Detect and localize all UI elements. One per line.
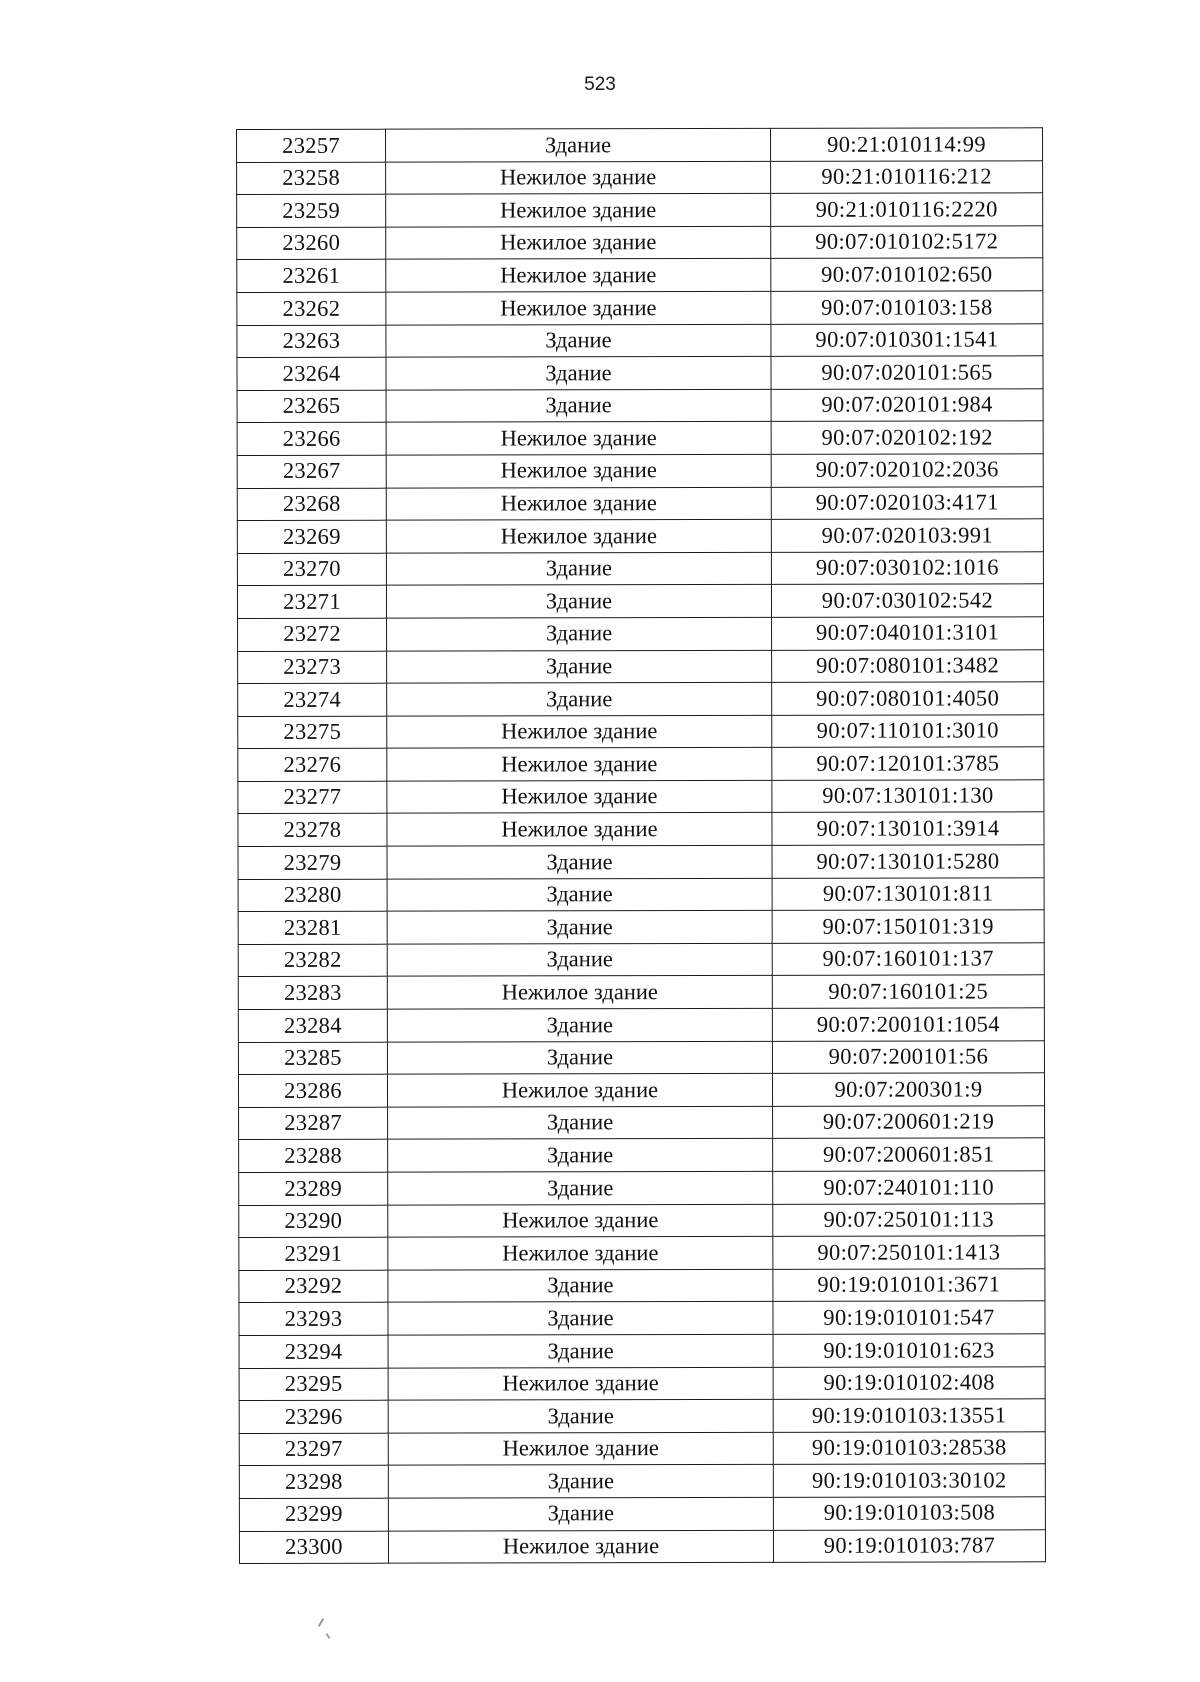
object-type-cell: Здание (387, 943, 772, 976)
object-type-cell: Нежилое здание (386, 259, 771, 292)
row-number-cell: 23291 (239, 1237, 388, 1270)
table-row (237, 486, 1043, 520)
cadastral-number-cell: 90:07:080101:4050 (772, 682, 1044, 715)
cadastral-number-cell: 90:07:200601:851 (773, 1138, 1045, 1171)
table-row (237, 323, 1043, 357)
page-number: 523 (584, 74, 616, 95)
table-row (238, 1008, 1044, 1042)
cadastral-number-cell: 90:19:010103:28538 (773, 1432, 1045, 1465)
row-number-cell: 23269 (237, 520, 386, 553)
row-number-cell: 23296 (239, 1400, 388, 1433)
object-type-cell: Здание (386, 324, 771, 357)
row-number-cell: 23295 (239, 1368, 388, 1401)
row-number-cell: 23277 (238, 781, 387, 814)
object-type-cell: Здание (388, 1269, 773, 1302)
row-number-cell: 23280 (238, 879, 387, 912)
table-row (238, 682, 1044, 716)
object-type-cell: Здание (387, 1008, 772, 1041)
cadastral-number-cell: 90:21:010114:99 (770, 128, 1042, 161)
row-number-cell: 23279 (238, 846, 387, 879)
row-number-cell: 23298 (239, 1466, 388, 1499)
row-number-cell: 23263 (237, 325, 386, 358)
cadastral-number-cell: 90:19:010102:408 (773, 1366, 1045, 1399)
table-row (238, 1073, 1044, 1107)
table-row (237, 258, 1043, 292)
cadastral-number-cell: 90:21:010116:212 (771, 160, 1043, 193)
row-number-cell: 23283 (238, 977, 387, 1010)
row-number-cell: 23285 (238, 1042, 387, 1075)
table-row (237, 552, 1043, 586)
cadastral-number-cell: 90:07:130101:5280 (772, 845, 1044, 878)
table-row (237, 454, 1043, 488)
table-row (238, 780, 1044, 814)
cadastral-number-cell: 90:07:160101:137 (772, 943, 1044, 976)
table-row (238, 975, 1044, 1009)
table-row (238, 617, 1044, 651)
row-number-cell: 23272 (238, 618, 387, 651)
cadastral-number-cell: 90:07:160101:25 (772, 975, 1044, 1008)
cadastral-number-cell: 90:07:010301:1541 (771, 323, 1043, 356)
table-row (237, 291, 1043, 325)
cadastral-number-cell: 90:19:010103:787 (773, 1529, 1045, 1562)
object-type-cell: Нежилое здание (386, 454, 771, 487)
table-row (237, 193, 1043, 227)
registry-table (236, 127, 1046, 1564)
cadastral-number-cell: 90:19:010103:13551 (773, 1399, 1045, 1432)
table-row (238, 747, 1044, 781)
row-number-cell: 23297 (239, 1433, 388, 1466)
object-type-cell: Нежилое здание (387, 976, 772, 1009)
row-number-cell: 23289 (239, 1172, 388, 1205)
table-row (239, 1236, 1045, 1270)
object-type-cell: Здание (388, 1497, 773, 1530)
cadastral-number-cell: 90:21:010116:2220 (771, 193, 1043, 226)
row-number-cell: 23278 (238, 814, 387, 847)
object-type-cell: Здание (387, 650, 772, 683)
object-type-cell: Здание (387, 617, 772, 650)
row-number-cell: 23261 (237, 260, 386, 293)
table-row (238, 812, 1044, 846)
table-row (238, 845, 1044, 879)
cadastral-number-cell: 90:07:080101:3482 (772, 649, 1044, 682)
cadastral-number-cell: 90:07:020102:192 (771, 421, 1043, 454)
cadastral-number-cell: 90:07:110101:3010 (772, 714, 1044, 747)
table-row (238, 877, 1044, 911)
table-row (238, 649, 1044, 683)
cadastral-number-cell: 90:07:020101:984 (771, 389, 1043, 422)
row-number-cell: 23270 (237, 553, 386, 586)
object-type-cell: Нежилое здание (387, 1074, 772, 1107)
row-number-cell: 23268 (237, 488, 386, 521)
table-row (237, 389, 1043, 423)
object-type-cell: Нежилое здание (387, 715, 772, 748)
object-type-cell: Нежилое здание (386, 520, 771, 553)
cadastral-number-cell: 90:07:130101:3914 (772, 812, 1044, 845)
table-row (238, 1040, 1044, 1074)
object-type-cell: Здание (387, 911, 772, 944)
table-row (239, 1497, 1045, 1531)
object-type-cell: Здание (388, 1334, 773, 1367)
object-type-cell: Нежилое здание (388, 1204, 773, 1237)
object-type-cell: Нежилое здание (386, 194, 771, 227)
table-row (239, 1529, 1045, 1563)
cadastral-number-cell: 90:07:200301:9 (772, 1073, 1044, 1106)
table-row (238, 714, 1044, 748)
table-row (237, 226, 1043, 260)
object-type-cell: Нежилое здание (386, 422, 771, 455)
object-type-cell: Нежилое здание (388, 1530, 773, 1563)
cadastral-number-cell: 90:07:010102:5172 (771, 226, 1043, 259)
row-number-cell: 23287 (239, 1107, 388, 1140)
row-number-cell: 23258 (237, 162, 386, 195)
scan-speck (325, 1633, 330, 1639)
table-row (238, 910, 1044, 944)
object-type-cell: Здание (387, 845, 772, 878)
object-type-cell: Здание (386, 585, 771, 618)
row-number-cell: 23275 (238, 716, 387, 749)
row-number-cell: 23260 (237, 227, 386, 260)
cadastral-number-cell: 90:19:010103:508 (773, 1497, 1045, 1530)
cadastral-number-cell: 90:07:120101:3785 (772, 747, 1044, 780)
table-row (237, 421, 1043, 455)
cadastral-number-cell: 90:07:010102:650 (771, 258, 1043, 291)
table-row (239, 1334, 1045, 1368)
row-number-cell: 23267 (237, 455, 386, 488)
table-row (239, 1203, 1045, 1237)
cadastral-number-cell: 90:19:010101:623 (773, 1334, 1045, 1367)
row-number-cell: 23292 (239, 1270, 388, 1303)
object-type-cell: Здание (387, 1041, 772, 1074)
object-type-cell: Нежилое здание (387, 780, 772, 813)
cadastral-number-cell: 90:07:020101:565 (771, 356, 1043, 389)
row-number-cell: 23299 (239, 1498, 388, 1531)
row-number-cell: 23290 (239, 1205, 388, 1238)
object-type-cell: Нежилое здание (386, 161, 771, 194)
row-number-cell: 23259 (237, 194, 386, 227)
table-row (237, 584, 1043, 618)
cadastral-number-cell: 90:07:020103:991 (771, 519, 1043, 552)
row-number-cell: 23294 (239, 1335, 388, 1368)
registry-table-body (237, 128, 1046, 1564)
cadastral-number-cell: 90:07:020102:2036 (771, 454, 1043, 487)
object-type-cell: Здание (386, 552, 771, 585)
object-type-cell: Здание (387, 878, 772, 911)
cadastral-number-cell: 90:07:250101:1413 (773, 1236, 1045, 1269)
cadastral-number-cell: 90:07:200101:1054 (772, 1008, 1044, 1041)
object-type-cell: Нежилое здание (388, 1367, 773, 1400)
object-type-cell: Здание (388, 1302, 773, 1335)
row-number-cell: 23266 (237, 423, 386, 456)
table-row (237, 160, 1043, 194)
row-number-cell: 23284 (238, 1009, 387, 1042)
table-row (237, 356, 1043, 390)
row-number-cell: 23288 (239, 1140, 388, 1173)
row-number-cell: 23273 (238, 651, 387, 684)
row-number-cell: 23300 (239, 1531, 388, 1564)
object-type-cell: Здание (388, 1171, 773, 1204)
object-type-cell: Здание (388, 1465, 773, 1498)
table-row (239, 1301, 1045, 1335)
row-number-cell: 23257 (237, 129, 386, 162)
table-row (237, 519, 1043, 553)
row-number-cell: 23276 (238, 748, 387, 781)
table-row (239, 1269, 1045, 1303)
table-row (239, 1399, 1045, 1433)
object-type-cell: Нежилое здание (386, 291, 771, 324)
cadastral-number-cell: 90:07:030102:542 (771, 584, 1043, 617)
table-row (239, 1171, 1045, 1205)
object-type-cell: Здание (387, 682, 772, 715)
cadastral-number-cell: 90:07:040101:3101 (772, 617, 1044, 650)
row-number-cell: 23262 (237, 292, 386, 325)
object-type-cell: Здание (386, 357, 771, 390)
object-type-cell: Здание (388, 1139, 773, 1172)
cadastral-number-cell: 90:07:250101:113 (773, 1203, 1045, 1236)
object-type-cell: Нежилое здание (386, 487, 771, 520)
cadastral-number-cell: 90:07:150101:319 (772, 910, 1044, 943)
object-type-cell: Нежилое здание (387, 748, 772, 781)
cadastral-number-cell: 90:07:020103:4171 (771, 486, 1043, 519)
table-row (239, 1464, 1045, 1498)
object-type-cell: Нежилое здание (386, 226, 771, 259)
cadastral-number-cell: 90:19:010101:3671 (773, 1269, 1045, 1302)
cadastral-number-cell: 90:19:010103:30102 (773, 1464, 1045, 1497)
object-type-cell: Здание (386, 128, 771, 161)
object-type-cell: Нежилое здание (388, 1237, 773, 1270)
scan-speck (318, 1618, 324, 1627)
row-number-cell: 23274 (238, 683, 387, 716)
cadastral-number-cell: 90:07:130101:130 (772, 780, 1044, 813)
object-type-cell: Нежилое здание (388, 1432, 773, 1465)
object-type-cell: Здание (388, 1400, 773, 1433)
table-row (239, 1432, 1045, 1466)
row-number-cell: 23286 (238, 1074, 387, 1107)
object-type-cell: Здание (388, 1106, 773, 1139)
table-row (239, 1106, 1045, 1140)
row-number-cell: 23281 (238, 911, 387, 944)
cadastral-number-cell: 90:19:010101:547 (773, 1301, 1045, 1334)
row-number-cell: 23264 (237, 357, 386, 390)
cadastral-number-cell: 90:07:130101:811 (772, 877, 1044, 910)
row-number-cell: 23265 (237, 390, 386, 423)
row-number-cell: 23282 (238, 944, 387, 977)
row-number-cell: 23271 (237, 585, 386, 618)
table-row (237, 128, 1043, 162)
object-type-cell: Здание (386, 389, 771, 422)
row-number-cell: 23293 (239, 1303, 388, 1336)
cadastral-number-cell: 90:07:010103:158 (771, 291, 1043, 324)
cadastral-number-cell: 90:07:200601:219 (773, 1106, 1045, 1139)
cadastral-number-cell: 90:07:030102:1016 (771, 552, 1043, 585)
cadastral-number-cell: 90:07:200101:56 (772, 1040, 1044, 1073)
table-row (239, 1366, 1045, 1400)
table-row (238, 943, 1044, 977)
cadastral-number-cell: 90:07:240101:110 (773, 1171, 1045, 1204)
table-row (239, 1138, 1045, 1172)
object-type-cell: Нежилое здание (387, 813, 772, 846)
